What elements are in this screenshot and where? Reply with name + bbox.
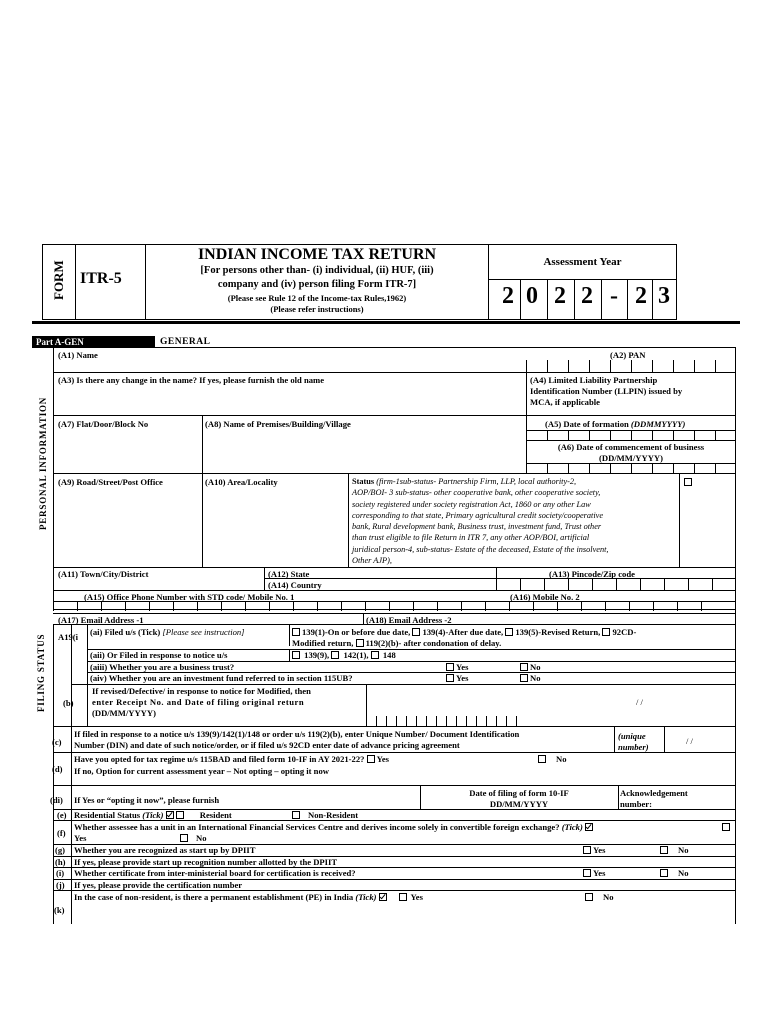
divider <box>289 649 290 661</box>
f-line2: Yes <box>74 833 87 843</box>
form-name: ITR-5 <box>80 270 122 287</box>
aiv-yes: Yes <box>446 673 468 683</box>
d-line2: If no, Option for current assessment year – Not opting – opting it now <box>74 766 329 776</box>
c-date: / / <box>686 736 693 746</box>
divider <box>547 279 548 320</box>
c-label: (c) <box>52 737 62 747</box>
i-no: No <box>660 868 689 878</box>
checkbox-139-9[interactable] <box>292 651 300 659</box>
divider <box>53 890 736 891</box>
aiii-no-checkbox[interactable] <box>520 663 528 671</box>
status-checkbox[interactable] <box>684 478 692 486</box>
a6-line1: (A6) Date of commencement of business <box>557 442 705 452</box>
ay-digit: 0 <box>526 283 538 309</box>
i-no-checkbox[interactable] <box>660 869 668 877</box>
b-line3: (DD/MM/YYYY) <box>92 708 156 718</box>
checkbox-148[interactable] <box>371 651 379 659</box>
k-label: (k) <box>54 905 65 915</box>
f-line1: Whether assessee has a unit in an International Financial Services Centre and derives income solely in convertible foreign exchange? (Tick) <box>74 822 595 832</box>
divider <box>614 726 615 752</box>
receipt-cells[interactable] <box>366 716 526 726</box>
c-unique-2: number) <box>618 742 649 752</box>
divider <box>53 372 736 373</box>
divider <box>53 752 736 753</box>
checkbox-142-1[interactable] <box>331 651 339 659</box>
b-line2: enter Receipt No. and Date of filing original return <box>92 697 305 707</box>
ay-digit: 2 <box>554 283 566 309</box>
a12-label: (A12) State <box>268 569 310 579</box>
a5-date-cells[interactable] <box>526 430 736 440</box>
divider <box>627 279 628 320</box>
f-extra-checkbox <box>722 822 732 832</box>
a6-date-cells[interactable] <box>526 463 736 473</box>
ay-digit: 2 <box>635 283 647 309</box>
j-label: (j) <box>56 880 65 890</box>
d-line1: Have you opted for tax regime u/s 115BAD and filed form 10-IF in AY 2021-22? Yes <box>74 754 390 764</box>
d-no-checkbox[interactable] <box>538 755 546 763</box>
form-title: INDIAN INCOME TAX RETURN <box>197 246 437 263</box>
divider <box>202 415 203 473</box>
a17-label: (A17) Email Address -1 <box>58 615 144 625</box>
divider <box>53 415 736 416</box>
divider <box>53 613 736 614</box>
d-label: (d) <box>52 764 63 774</box>
g-text: Whether you are recognized as start up by DPIIT <box>74 845 256 855</box>
aiii-yes: Yes <box>446 662 468 672</box>
divider <box>53 473 736 474</box>
b-line1: If revised/Defective/ in response to notice for Modified, then <box>92 686 311 696</box>
a8-label: (A8) Name of Premises/Building/Village <box>205 419 351 429</box>
divider <box>53 567 736 568</box>
a6-line2: (DD/MM/YYYY) <box>599 453 663 463</box>
di-ack-line2: number: <box>620 799 652 809</box>
nonresident-checkbox[interactable] <box>292 811 300 819</box>
a10-label: (A10) Area/Locality <box>205 477 278 487</box>
divider <box>87 624 88 726</box>
ay-digit: 2 <box>502 283 514 309</box>
divider <box>526 440 736 441</box>
divider <box>488 279 677 280</box>
a3-label: (A3) Is there any change in the name? If yes, please furnish the old name <box>58 375 325 385</box>
f-tick-checkbox[interactable] <box>585 823 593 831</box>
f-no: No <box>180 833 207 843</box>
a9-label: (A9) Road/Street/Post Office <box>58 477 163 487</box>
b-date: / / <box>636 697 643 707</box>
g-label: (g) <box>55 845 66 855</box>
h-text: If yes, please provide start up recognition number allotted by the DPIIT <box>74 857 338 867</box>
divider <box>574 279 575 320</box>
k-no: No <box>585 892 614 902</box>
divider <box>53 726 736 727</box>
i-yes-checkbox[interactable] <box>583 869 591 877</box>
part-heading: GENERAL <box>160 337 211 347</box>
a16-label: (A16) Mobile No. 2 <box>510 592 580 602</box>
di-date-line2: DD/MM/YYYY <box>489 799 549 809</box>
divider <box>202 473 203 567</box>
status-description: Status (firm-1sub-status- Partnership Firm, LLP, local authority-2, AOP/BOI- 3 sub-status- other cooperative bank, other cooperative society, society registered under society registration Act, 1860 or any other Law corresponding to that state, Primary agricultural credit society/cooperative bank, Rural development bank, Business trust, investment fund, Trust other than trust eligible to file Return in ITR 7, any other AOP/BOI, artificial juridical person-4, sub-status- Estate of the deceased, Estate of the insolvent, Other AJP), <box>352 477 609 566</box>
a4-line3: MCA, if applicable <box>530 397 600 407</box>
k-no-checkbox[interactable] <box>585 893 593 901</box>
e-residential: Residential Status (Tick) Resident <box>74 810 232 820</box>
e-nonresident: Non-Resident <box>292 810 358 820</box>
a15-label: (A15) Office Phone Number with STD code/ Mobile No. 1 <box>84 592 295 602</box>
checkbox-139-4[interactable] <box>412 628 420 636</box>
side-label-personal: PERSONAL INFORMATION <box>38 396 48 530</box>
aiii-no: No <box>520 662 541 672</box>
a14-label: (A14) Country <box>268 580 322 590</box>
di-date-line1: Date of filing of form 10-IF <box>469 788 569 798</box>
checkbox-92cd[interactable] <box>602 628 610 636</box>
aii-label: (aii) Or Filed in response to notice u/s <box>90 650 228 660</box>
aiv-yes-checkbox[interactable] <box>446 674 454 682</box>
ai-label: (ai) Filed u/s (Tick) [Please see instruction] <box>90 627 245 637</box>
pincode-cells[interactable] <box>496 578 736 590</box>
e-tick-checkbox[interactable] <box>166 811 174 819</box>
aiv-no-checkbox[interactable] <box>520 674 528 682</box>
divider <box>652 279 653 320</box>
divider <box>53 820 736 821</box>
divider <box>601 279 602 320</box>
form-vertical-label: FORM <box>51 260 66 300</box>
assessment-year-label: Assessment Year <box>543 256 622 268</box>
a13-label: (A13) Pincode/Zip code <box>549 569 635 579</box>
divider <box>53 785 736 786</box>
f-no-checkbox[interactable] <box>180 834 188 842</box>
ay-digit: 2 <box>581 283 593 309</box>
checkbox-139-1[interactable] <box>292 628 300 636</box>
ai-options-line2: Modified return, 119(2)(b)- after condonation of delay. <box>292 638 502 648</box>
divider <box>289 624 290 646</box>
f-label: (f) <box>57 828 66 838</box>
f-checkbox[interactable] <box>722 823 730 831</box>
divider <box>53 590 736 591</box>
g-yes: Yes <box>583 845 605 855</box>
divider <box>53 624 736 625</box>
aii-options: 139(9), 142(1), 148 <box>292 650 396 660</box>
divider <box>679 473 680 567</box>
a7-label: (A7) Flat/Door/Block No <box>58 419 149 429</box>
d-no: No <box>538 754 567 764</box>
aiii-yes-checkbox[interactable] <box>446 663 454 671</box>
di-label: (di) <box>50 795 63 805</box>
divider <box>664 726 665 752</box>
part-label: Part A-GEN <box>32 336 155 348</box>
divider <box>71 684 736 685</box>
right-border <box>735 347 736 924</box>
form-subtitle-1: [For persons other than- (i) individual, (ii) HUF, (iii) <box>200 265 434 276</box>
g-yes-checkbox[interactable] <box>583 846 591 854</box>
ay-digit: - <box>610 283 618 309</box>
k-tick-checkbox[interactable] <box>379 893 387 901</box>
a1-label: (A1) Name <box>58 350 98 360</box>
form-subtitle-2: company and (iv) person filing Form ITR-7] <box>217 279 417 290</box>
divider <box>366 684 367 716</box>
phone-cells[interactable] <box>53 601 736 611</box>
c-line2: Number (DIN) and date of such notice/order, or if filed u/s 92CD enter date of advance pricing agreement <box>74 740 460 750</box>
h-label: (h) <box>55 857 66 867</box>
divider <box>75 244 76 320</box>
c-line1: If filed in response to a notice u/s 139(9)/142(1)/148 or order u/s 119(2)(b), enter Unique Number/ Document Identification <box>74 729 520 739</box>
e-label: (e) <box>57 810 67 820</box>
g-no: No <box>660 845 689 855</box>
b-label: (b) <box>63 698 74 708</box>
a4-line2: Identification Number (LLPIN) issued by <box>530 386 683 396</box>
divider <box>520 279 521 320</box>
a2-label: (A2) PAN <box>610 350 646 360</box>
di-text: If Yes or “opting it now”, please furnish <box>74 795 220 805</box>
aiv-no: No <box>520 673 541 683</box>
k-yes-checkbox[interactable] <box>399 893 407 901</box>
checkbox-139-5[interactable] <box>505 628 513 636</box>
d-yes-checkbox[interactable] <box>367 755 375 763</box>
checkbox-119-2-b[interactable] <box>356 639 364 647</box>
resident-checkbox[interactable] <box>176 811 184 819</box>
header-rule <box>32 321 740 324</box>
j-text: If yes, please provide the certification number <box>74 880 243 890</box>
a11-label: (A11) Town/City/District <box>58 569 149 579</box>
divider <box>618 785 619 809</box>
di-ack-line1: Acknowledgement <box>620 788 688 798</box>
a5-label: (A5) Date of formation (DDMMYYYY) <box>545 419 686 429</box>
c-unique-1: (unique <box>618 731 646 741</box>
aiv-label: (aiv) Whether you are an investment fund referred to in section 115UB? <box>90 673 353 683</box>
divider <box>363 613 364 624</box>
i-text: Whether certificate from inter-ministerial board for certification is received? <box>74 868 356 878</box>
ay-digit: 3 <box>658 283 670 309</box>
a4-line1: (A4) Limited Liability Partnership <box>530 375 658 385</box>
g-no-checkbox[interactable] <box>660 846 668 854</box>
i-label: (i) <box>56 868 65 878</box>
i-yes: Yes <box>583 868 605 878</box>
a18-label: (A18) Email Address -2 <box>366 615 452 625</box>
k-text: In the case of non-resident, is there a permanent establishment (PE) in India (Tick) Yes <box>74 892 423 902</box>
a19-label: A19(i <box>58 632 79 642</box>
aiii-label: (aiii) Whether you are a business trust? <box>90 662 235 672</box>
ai-options-line1: 139(1)-On or before due date, 139(4)-After due date, 139(5)-Revised Return, 92CD- <box>292 627 636 637</box>
pan-cells[interactable] <box>526 360 736 372</box>
divider <box>348 473 349 567</box>
side-label-filing: FILING STATUS <box>36 633 46 712</box>
instructions-note: (Please refer instructions) <box>270 304 364 314</box>
rule-note: (Please see Rule 12 of the Income-tax Rules,1962) <box>227 293 407 303</box>
